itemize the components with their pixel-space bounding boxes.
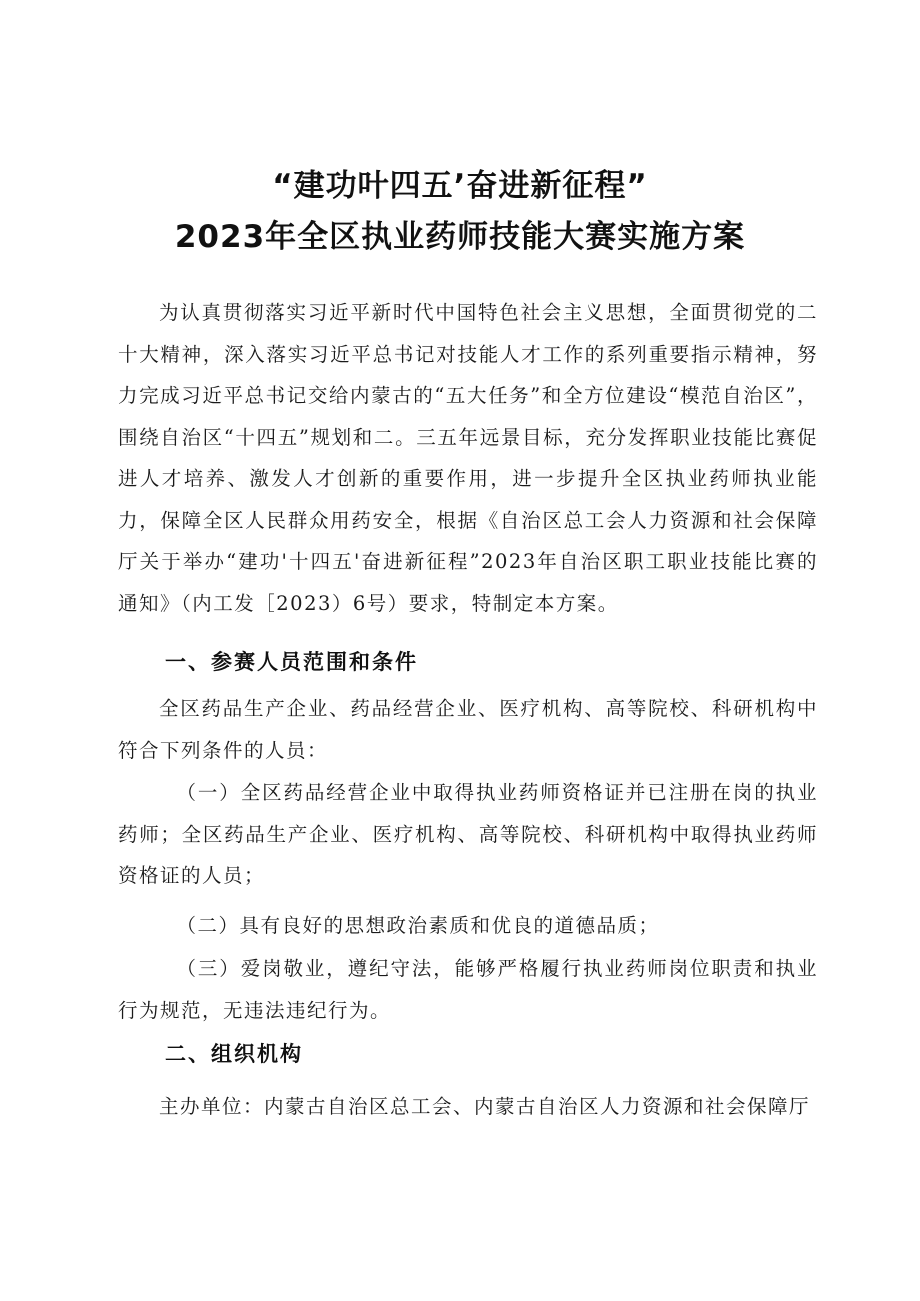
document-title-line-2: 2023年全区执业药师技能大赛实施方案 [174, 219, 746, 255]
condition-1-paragraph: （一）全区药品经营企业中取得执业药师资格证并已注册在岗的执业药师；全区药品生产企业、医疗机构、高等院校、科研机构中取得执业药师资格证的人员； [118, 781, 818, 887]
condition-3-paragraph: （三）爱岗敬业，遵纪守法，能够严格履行执业药师岗位职责和执业行为规范，无违法违纪行为。 [118, 957, 818, 1022]
section-1-scope-paragraph: 全区药品生产企业、药品经营企业、医疗机构、高等院校、科研机构中符合下列条件的人员： [118, 697, 818, 762]
document-title-line-1: “建功叶四五’奋进新征程” [272, 168, 648, 204]
condition-2-paragraph: （二）具有良好的思想政治素质和优良的道德品质； [176, 914, 660, 937]
intro-paragraph: 为认真贯彻落实习近平新时代中国特色社会主义思想，全面贯彻党的二十大精神，深入落实习近平总书记对技能人才工作的系列重要指示精神，努力完成习近平总书记交给内蒙古的“五大任务”和全方位建设“模范自治区”，围绕自治区“十四五”规划和二。三五年远景目标，充分发挥职业技能比赛促进人才培养、激发人才创新的重要作用，进一步提升全区执业药师执业能力，保障全区人民群众用药安全，根据《自治区总工会人力资源和社会保障厅关于举办“建功'十四五'奋进新征程”2023年自治区职工职业技能比赛的通知》（内工发［2023）6号）要求，特制定本方案。 [118, 301, 818, 615]
organizer-paragraph: 主办单位：内蒙古自治区总工会、内蒙古自治区人力资源和社会保障厅 [158, 1095, 810, 1118]
section-1-heading: 一、参赛人员范围和条件 [165, 650, 418, 674]
section-2-heading: 二、组织机构 [165, 1042, 303, 1066]
